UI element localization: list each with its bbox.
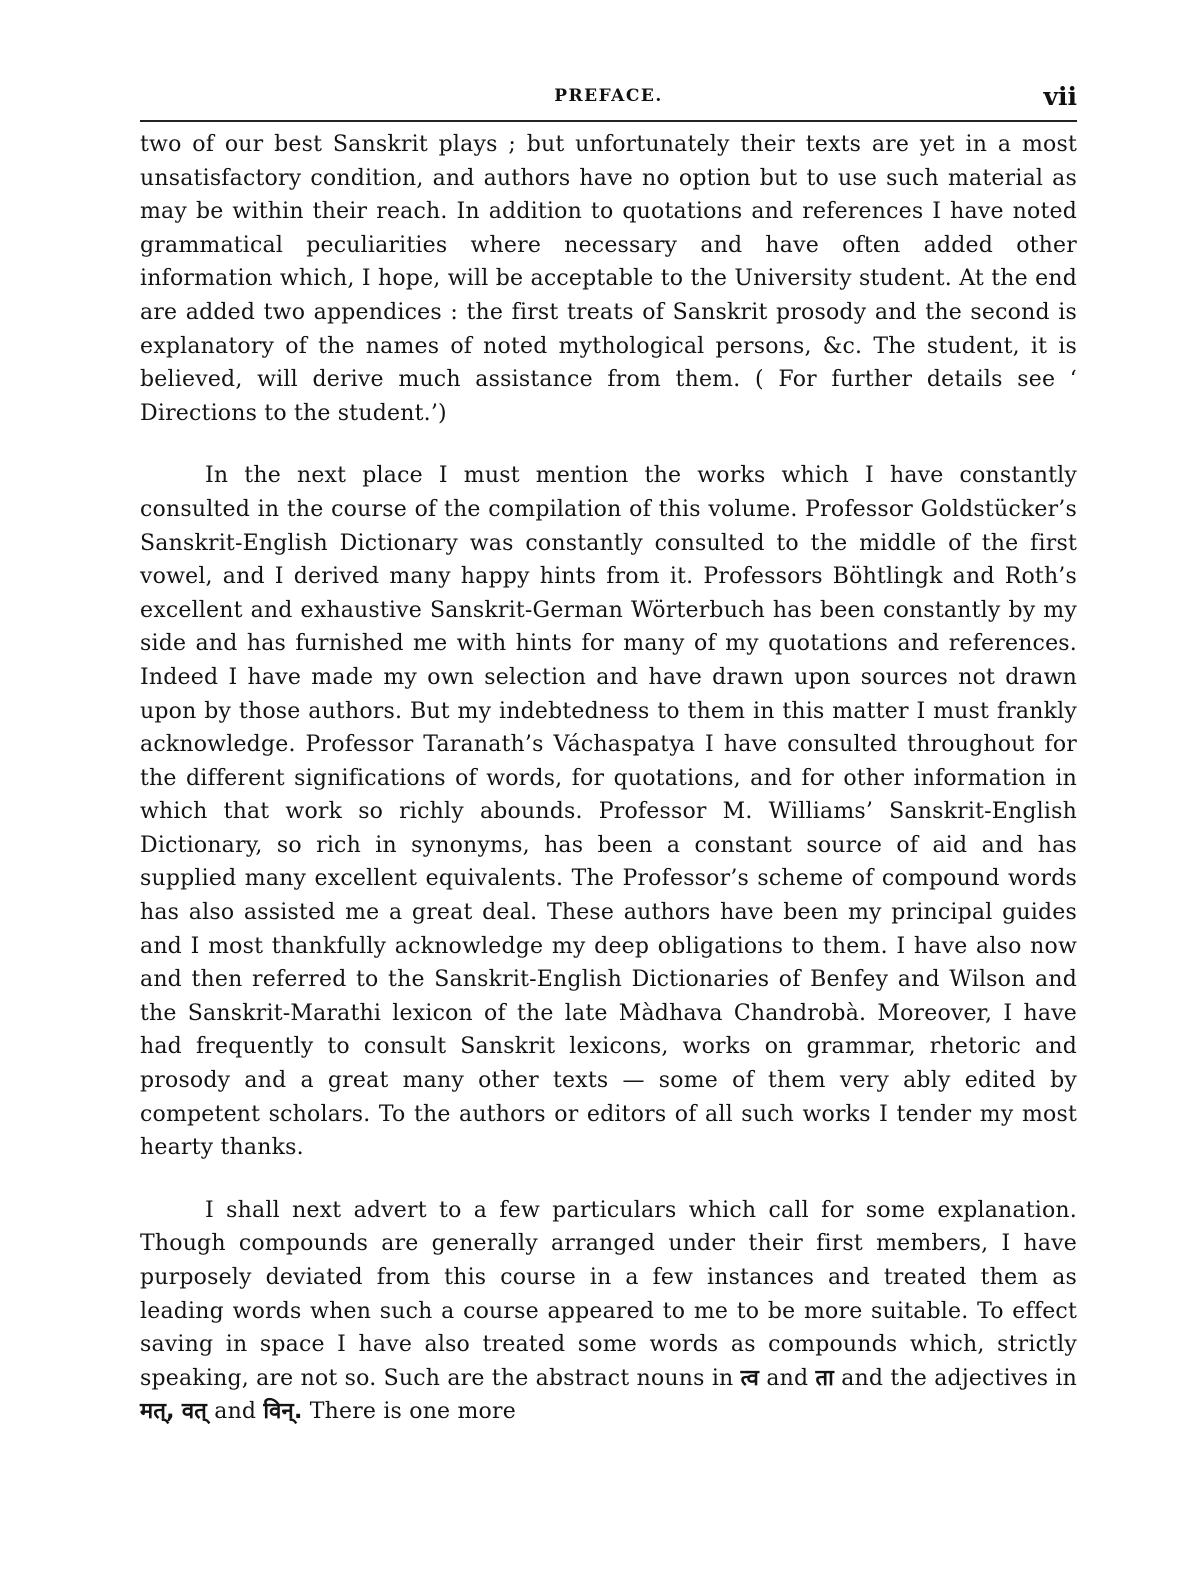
connector-text: and bbox=[766, 1365, 809, 1391]
page-number: vii bbox=[1043, 82, 1077, 111]
paragraph-tail-text: There is one more bbox=[309, 1399, 516, 1425]
devanagari-suffix-vat: वत् bbox=[181, 1399, 208, 1425]
devanagari-suffix-vin: विन्. bbox=[263, 1399, 303, 1425]
devanagari-suffix-ta: ता bbox=[815, 1365, 834, 1391]
paragraph-explanation bbox=[140, 1194, 1077, 1429]
paragraph-sources: In the next place I must mention the works which I have constantly consulted in the course of the compilation of this volume. Professor Goldstücker’s Sanskrit-English Dictionary was constantly consulted to the middle of the first vowel, and I derived many happy hints from it. Professors Böhtlingk and Roth’s excellent and exhaustive Sanskrit-German Wörterbuch has been constantly by my side and has furnished me with hints for many of my quotations and references. Indeed I have made my own selection and have drawn upon sources not drawn upon by those authors. But my indebtedness to them in this matter I must frankly acknowledge. Professor Taranath’s Váchaspatya I have consulted throughout for the different significations of words, for quotations, and for other information in which that work so richly abounds. Professor M. Williams’ Sanskrit-English Dictionary, so rich in synonyms, has been a constant source of aid and has supplied many excellent equivalents. The Professor’s scheme of compound words has also assisted me a great deal. These authors have been my principal guides and I most thankfully acknowledge my deep obligations to them. I have also now and then referred to the Sanskrit-English Dictionaries of Benfey and Wilson and the Sanskrit-Marathi lexicon of the late Màdhava Chandrobà. Moreover, I have had frequently to consult Sanskrit lexicons, works on grammar, rhetoric and prosody and a great many other texts — some of them very ably edited by competent scholars. To the authors or editors of all such works I tender my most hearty thanks. bbox=[140, 463, 1077, 1161]
body-text bbox=[140, 128, 1077, 1429]
connector-text: and bbox=[214, 1399, 257, 1425]
devanagari-suffix-tva: त्व bbox=[740, 1365, 760, 1391]
connector-text: and the adjectives in bbox=[841, 1365, 1078, 1391]
page-title: PREFACE. bbox=[554, 86, 663, 106]
running-head bbox=[140, 82, 1077, 116]
paragraph-continued: two of our best Sanskrit plays ; but unfortunately their texts are yet in a most unsatisfactory condition, and authors have no option but to use such material as may be within their reach. In addition to quotations and references I have noted grammatical peculiarities where necessary and have often added other information which, I hope, will be acceptable to the University student. At the end are added two appendices : the first treats of Sanskrit prosody and the second is explanatory of the names of noted mythological persons, &c. The student, it is believed, will derive much assistance from them. ( For further details see ‘ Directions to the student.’) bbox=[140, 132, 1077, 426]
header-rule bbox=[140, 120, 1077, 122]
devanagari-suffix-mat: मत्, bbox=[140, 1399, 175, 1425]
paragraph-explanation-text: I shall next advert to a few particulars which call for some explanation. Though compounds are generally arranged under their first members, I have purposely deviated from this course in a few instances and treated them as leading words when such a course appeared to me to be more suitable. To effect saving in space I have also treated some words as compounds which, strictly speaking, are not so. Such are the abstract nouns in bbox=[140, 1197, 1077, 1391]
